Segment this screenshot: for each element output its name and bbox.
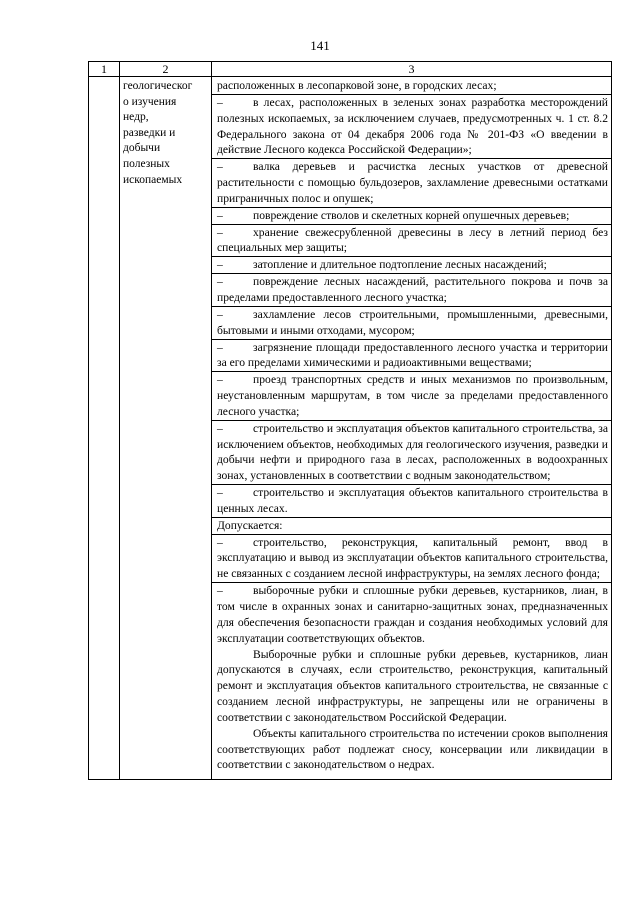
paragraph [217, 518, 608, 534]
paragraph-text: валка деревьев и расчистка лесных участков от древесной растительности с помощью бульдозеров, захламление древесными остатками приграничных полос и опушек; [217, 160, 608, 205]
paragraph-text: Выборочные рубки и сплошные рубки деревьев, кустарников, лиан допускаются в случаях, если строительство, реконструкция, капитальный ремонт и эксплуатация объектов капитального строительства, не связанные с созданием лесной инфраструктуры, не запрещены или не ограничены в соответствии с законодательством Российской Федерации. [217, 647, 608, 724]
dash-bullet: – [217, 307, 223, 321]
cell-col-1 [89, 77, 120, 780]
activity-type-line: разведки и [123, 126, 176, 139]
activity-type-line: геологическог [123, 80, 193, 92]
page-number: 141 [310, 38, 330, 53]
list-item [217, 340, 608, 372]
list-item [217, 307, 608, 339]
paragraph-text: повреждение стволов и скелетных корней опушечных деревьев; [253, 208, 570, 222]
paragraph-text: захламление лесов строительными, промышленными, древесными, бытовыми и иными отходами, мусором; [217, 307, 608, 337]
paragraph [217, 647, 608, 726]
paragraph-text: выборочные рубки и сплошные рубки деревьев, кустарников, лиан, в том числе в охранных зонах и санитарно-защитных зонах, предназначенных для обеспечения безопасности граждан и создания необходимых условий для эксплуатации соответствующих объектов. [217, 584, 608, 645]
activity-type-line: недр, [123, 111, 149, 124]
dash-bullet: – [217, 373, 223, 387]
dash-bullet: – [217, 225, 223, 239]
dash-bullet: – [217, 95, 223, 109]
dash-bullet: – [217, 535, 223, 549]
list-item [217, 208, 608, 224]
header-col-3: 3 [212, 62, 612, 77]
cell-col-3 [212, 77, 612, 780]
list-item [217, 95, 608, 158]
activity-type-line: о изучения [123, 95, 177, 108]
restrictions-text [212, 77, 611, 779]
paragraph-text: проезд транспортных средств и иных механизмов по произвольным, неустановленным маршрутам, в том числе за пределами предоставленного лесного участка; [217, 373, 608, 418]
paragraph-text: затопление и длительное подтопление лесных насаждений; [253, 258, 547, 272]
dash-bullet: – [217, 486, 223, 500]
activity-type-line: полезных [123, 157, 170, 170]
paragraph-text: хранение свежесрубленной древесины в лесу в летний период без специальных мер защиты; [217, 225, 608, 255]
paragraph-text: строительство и эксплуатация объектов капитального строительства, за исключением объектов, необходимых для геологического изучения, разведки и добычи нефти и природного газа в лесах, расположенных в водоохранных зонах, установленных в соответствии с водным законодательством; [217, 421, 608, 483]
paragraph [217, 78, 608, 94]
list-item [217, 421, 608, 484]
paragraph-text: строительство и эксплуатация объектов капитального строительства в ценных лесах. [217, 486, 608, 515]
dash-bullet: – [217, 584, 223, 598]
list-item [217, 225, 608, 257]
list-item [217, 274, 608, 306]
paragraph-text: строительство, реконструкция, капитальный ремонт, ввод в эксплуатацию и вывод из эксплуатации объектов капитального строительства, не связанных с созданием лесной инфраструктуры, на землях лесного фонда; [217, 535, 608, 581]
paragraph-text: загрязнение площади предоставленного лесного участка и территории за его пределами химическими и радиоактивными веществами; [217, 340, 608, 370]
paragraph-text: Объекты капитального строительства по истечении сроков выполнения соответствующих работ подлежат сносу, консервации или ликвидации в соответствии с законодательством о недрах. [217, 726, 608, 772]
list-item [217, 485, 608, 517]
activity-type-text [120, 77, 211, 188]
dash-bullet: – [217, 421, 223, 435]
regulation-table [88, 61, 612, 780]
table-row [89, 77, 612, 780]
paragraph-text: повреждение лесных насаждений, растительного покрова и почв за пределами предоставленного лесного участка; [217, 275, 608, 304]
paragraph-text: расположенных в лесопарковой зоне, в городских лесах; [217, 79, 497, 92]
activity-type-line: ископаемых [123, 173, 183, 186]
dash-bullet: – [217, 160, 223, 174]
dash-bullet: – [217, 258, 223, 272]
paragraph-text: Допускается: [217, 518, 283, 532]
dash-bullet: – [217, 208, 223, 222]
dash-bullet: – [217, 340, 223, 354]
cell-col-2 [120, 77, 212, 780]
header-col-2: 2 [120, 62, 212, 77]
header-col-1: 1 [89, 62, 120, 77]
list-item [217, 535, 608, 583]
list-item [217, 257, 608, 273]
activity-type-line: добычи [123, 142, 161, 155]
paragraph-text: в лесах, расположенных в зеленых зонах разработка месторождений полезных ископаемых, за исключением случаев, предусмотренных ч. 1 ст. 8.2 Федерального закона от 04 декабря 2006 года № 201-ФЗ «О введении в действие Лесного кодекса Российской Федерации»; [217, 95, 608, 157]
list-item [217, 372, 608, 420]
paragraph [217, 726, 608, 774]
list-item [217, 159, 608, 207]
dash-bullet: – [217, 275, 223, 289]
table-header-row [89, 62, 612, 77]
list-item [217, 583, 608, 646]
